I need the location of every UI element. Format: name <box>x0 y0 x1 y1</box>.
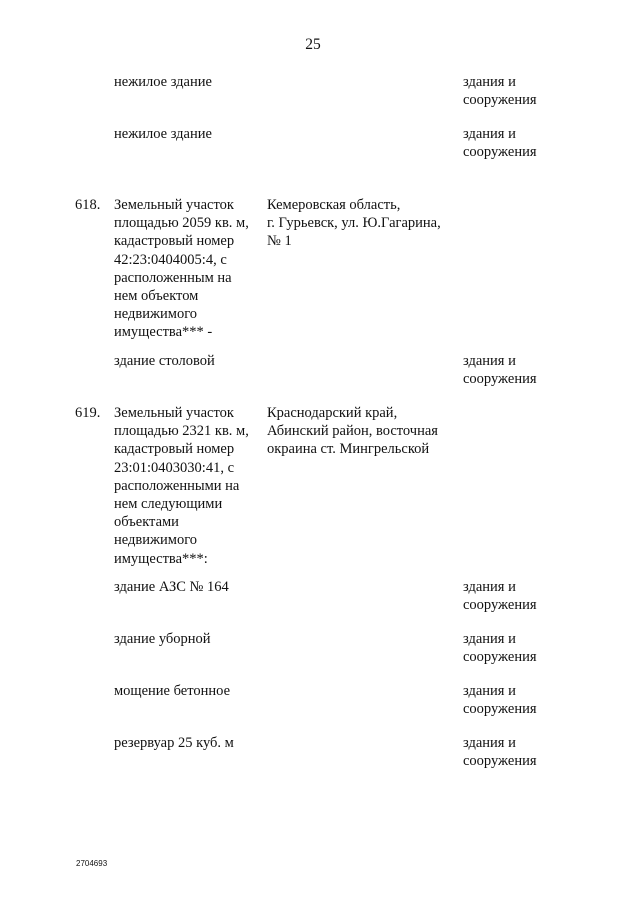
object-type: здания и сооружения <box>463 126 537 161</box>
object-description: нежилое здание <box>114 126 212 142</box>
land-plot-address: Краснодарский край, Абинский район, восточная окраина ст. Мингрельской <box>267 405 438 458</box>
object-description: здание столовой <box>114 353 215 369</box>
object-description: резервуар 25 куб. м <box>114 735 234 751</box>
item-number: 618. <box>75 197 101 213</box>
land-plot-address: Кемеровская область, г. Гурьевск, ул. Ю.Гагарина, № 1 <box>267 197 441 250</box>
page-number: 25 <box>305 36 321 53</box>
land-plot-description: Земельный участок площадью 2321 кв. м, кадастровый номер 23:01:0403030:41, с расположенными на нем следующими объектами недвижимого имущества***: <box>114 405 249 567</box>
object-type: здания и сооружения <box>463 74 537 109</box>
object-type: здания и сооружения <box>463 353 537 388</box>
object-description: здание уборной <box>114 631 211 647</box>
object-description: нежилое здание <box>114 74 212 90</box>
object-type: здания и сооружения <box>463 579 537 614</box>
footer-document-code: 2704693 <box>76 859 108 868</box>
land-plot-description: Земельный участок площадью 2059 кв. м, кадастровый номер 42:23:0404005:4, с расположенным на нем объектом недвижимого имущества*** - <box>114 197 249 341</box>
object-description: мощение бетонное <box>114 683 231 699</box>
object-description: здание АЗС № 164 <box>114 579 229 595</box>
object-type: здания и сооружения <box>463 631 537 666</box>
object-type: здания и сооружения <box>463 735 537 770</box>
object-type: здания и сооружения <box>463 683 537 718</box>
item-number: 619. <box>75 405 101 421</box>
